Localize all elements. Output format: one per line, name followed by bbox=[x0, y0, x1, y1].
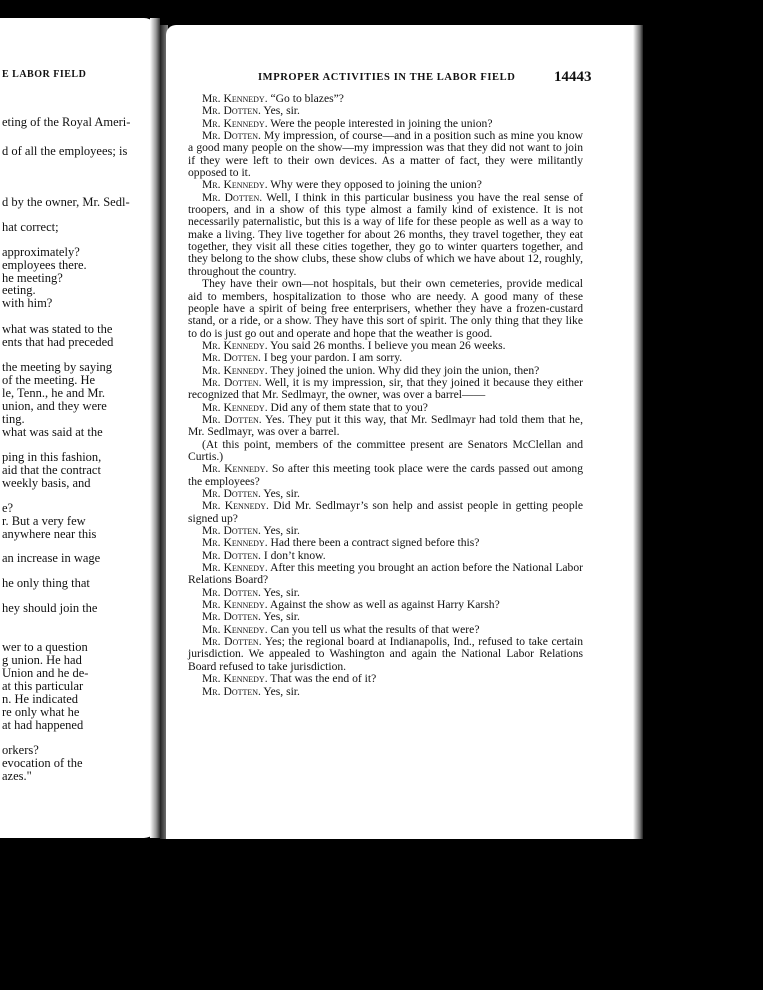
left-page-line: ting. bbox=[2, 412, 25, 426]
left-facing-page bbox=[0, 18, 158, 838]
speaker-name: Mr. Kennedy. bbox=[202, 338, 268, 352]
speaker-name: Mr. Dotten. bbox=[202, 129, 261, 143]
left-page-line: weekly basis, and bbox=[2, 476, 91, 490]
speaker-name: Mr. Kennedy. bbox=[202, 92, 268, 105]
left-page-line: of the meeting. He bbox=[2, 373, 96, 387]
left-page-line: eting of the Royal Ameri- bbox=[2, 115, 131, 129]
paragraph-text: (At this point, members of the committee present are Senators McClellan and Curtis.) bbox=[188, 437, 583, 463]
paragraph-text: Why were they opposed to joining the union? bbox=[267, 178, 482, 192]
left-page-line: at had happened bbox=[2, 718, 84, 732]
speaker-name: Mr. Kennedy. bbox=[202, 499, 269, 513]
paragraph-text: They have their own—not hospitals, but their own cemeteries, provide medical aid to members, hospitalization to those who are needy. A good many of these people have a spirit of being free enterprisers, whether they have a frozen-custard stand, or a ride, or a show. They have this sort of spirit. The only thing that they like to do is just go out and operate and hope that the weather is good. bbox=[188, 277, 583, 340]
paragraph-text: Yes, sir. bbox=[260, 524, 300, 538]
left-page-line: azes." bbox=[2, 769, 32, 783]
left-page-line: g union. He had bbox=[2, 653, 82, 667]
left-page-line: r. But a very few bbox=[2, 514, 86, 528]
paragraph-text: After this meeting you brought an action before the National Labor Relations Board? bbox=[188, 561, 583, 587]
speaker-name: Mr. Dotten. bbox=[202, 635, 262, 649]
left-page-line: hat correct; bbox=[2, 220, 59, 234]
left-page-line: with him? bbox=[2, 296, 53, 310]
speaker-name: Mr. Dotten. bbox=[202, 548, 261, 562]
left-page-line: d of all the employees; is bbox=[2, 144, 128, 158]
paragraph-text: Can you tell us what the results of that were? bbox=[267, 622, 480, 636]
paragraph-text: Did Mr. Sedlmayr’s son help and assist people in getting people signed up? bbox=[188, 499, 583, 525]
transcript-paragraph bbox=[188, 686, 583, 698]
page-number: 14443 bbox=[554, 69, 592, 85]
left-page-line: he only thing that bbox=[2, 576, 90, 590]
transcript-paragraph bbox=[188, 278, 583, 340]
speaker-name: Mr. Kennedy. bbox=[202, 363, 268, 377]
left-page-line: at this particular bbox=[2, 679, 84, 693]
speaker-name: Mr. Kennedy. bbox=[202, 598, 268, 612]
speaker-name: Mr. Dotten. bbox=[202, 610, 261, 624]
paragraph-text: Had there been a contract signed before this? bbox=[267, 536, 480, 550]
paragraph-text: You said 26 months. I believe you mean 26 weeks. bbox=[267, 338, 506, 352]
speaker-name: Mr. Kennedy. bbox=[202, 400, 268, 414]
paragraph-text: Yes, sir. bbox=[260, 684, 300, 698]
paragraph-text: Well, it is my impression, sir, that they joined it because they either recognized that Mr. Sedlmayr, the owner, was over a barrel—— bbox=[188, 375, 583, 402]
speaker-name: Mr. Kennedy. bbox=[202, 672, 268, 686]
paragraph-text: Well, I think in this particular business you have the real sense of troopers, and in a show of this type almost a family kind of existence. It is not necessarily paternalistic, but this is a way of life for these people as well as a way to make a living. They live together for about 26 months, they travel together, they eat together, they visit all these cities together, they go to winter quarters together, and they belong to the show clubs, these show clubs of which we have about 12, roughly, throughout the country. bbox=[188, 190, 583, 278]
paragraph-text: That was the end of it? bbox=[267, 672, 377, 686]
paragraph-text: My impression, of course—and in a position such as mine you know a good many people on the show—my impression was that they did not want to join if they were left to their own devices. As a matter of fact, they were militantly opposed to it. bbox=[188, 129, 584, 180]
left-page-line: d by the owner, Mr. Sedl- bbox=[2, 195, 130, 209]
left-page-line: n. He indicated bbox=[2, 692, 79, 706]
left-page-line: le, Tenn., he and Mr. bbox=[2, 386, 106, 400]
paragraph-text: Yes, sir. bbox=[260, 104, 300, 118]
left-page-line: the meeting by saying bbox=[2, 360, 113, 374]
paragraph-text: Against the show as well as against Harry Karsh? bbox=[267, 598, 500, 612]
speaker-name: Mr. Dotten. bbox=[202, 104, 261, 118]
left-page-line: what was said at the bbox=[2, 425, 103, 439]
paragraph-text: Yes; the regional board at Indianapolis, Ind., refused to take certain jurisdiction. We appealed to Washington and again the National Labor Relations Board refused to take jurisdiction. bbox=[188, 635, 583, 673]
left-page-line: an increase in wage bbox=[2, 551, 101, 565]
left-page-line: he meeting? bbox=[2, 271, 63, 285]
left-page-line: what was stated to the bbox=[2, 322, 113, 336]
left-page-line: Union and he de- bbox=[2, 666, 89, 680]
speaker-name: Mr. Kennedy. bbox=[202, 116, 268, 130]
left-page-line: hey should join the bbox=[2, 601, 98, 615]
speaker-name: Mr. Dotten. bbox=[202, 412, 262, 426]
left-page-line: anywhere near this bbox=[2, 527, 97, 541]
paragraph-text: They joined the union. Why did they join the union, then? bbox=[267, 363, 540, 377]
paragraph-text: Yes. They put it this way, that Mr. Sedlmayr had told them that he, Mr. Sedlmayr, was over a barrel. bbox=[188, 412, 583, 439]
left-page-line: ents that had preceded bbox=[2, 335, 114, 349]
left-page-line: eeting. bbox=[2, 283, 36, 297]
transcript-body bbox=[188, 93, 583, 698]
speaker-name: Mr. Dotten. bbox=[202, 684, 261, 698]
transcript-paragraph bbox=[188, 500, 583, 525]
transcript-paragraph bbox=[188, 463, 583, 488]
speaker-name: Mr. Kennedy. bbox=[202, 462, 269, 476]
paragraph-text: I beg your pardon. I am sorry. bbox=[260, 351, 403, 365]
paragraph-text: I don’t know. bbox=[260, 548, 326, 562]
running-head: IMPROPER ACTIVITIES IN THE LABOR FIELD bbox=[258, 72, 516, 83]
left-page-line: approximately? bbox=[2, 245, 80, 259]
left-page-line: e? bbox=[2, 501, 14, 515]
right-page-edge-shadow bbox=[633, 25, 643, 839]
paragraph-text: Yes, sir. bbox=[260, 610, 300, 624]
paragraph-text: Yes, sir. bbox=[260, 585, 300, 599]
speaker-name: Mr. Kennedy. bbox=[202, 178, 268, 192]
transcript-paragraph bbox=[188, 130, 583, 179]
left-page-line: employees there. bbox=[2, 258, 87, 272]
speaker-name: Mr. Kennedy. bbox=[202, 536, 268, 550]
paragraph-text: Did any of them state that to you? bbox=[267, 400, 428, 414]
speaker-name: Mr. Dotten. bbox=[202, 524, 261, 538]
transcript-paragraph bbox=[188, 636, 583, 673]
left-page-line: ping in this fashion, bbox=[2, 450, 102, 464]
transcript-paragraph bbox=[188, 439, 583, 464]
left-running-head: E LABOR FIELD bbox=[2, 69, 87, 80]
transcript-paragraph bbox=[188, 192, 583, 278]
right-page bbox=[166, 25, 642, 839]
left-page-line: aid that the contract bbox=[2, 463, 101, 477]
transcript-paragraph bbox=[188, 377, 583, 402]
transcript-paragraph bbox=[188, 414, 583, 439]
speaker-name: Mr. Dotten. bbox=[202, 487, 261, 500]
left-page-line: union, and they were bbox=[2, 399, 107, 413]
transcript-paragraph bbox=[188, 562, 583, 587]
paragraph-text: So after this meeting took place were the cards passed out among the employees? bbox=[188, 462, 583, 488]
paragraph-text: Were the people interested in joining the union? bbox=[267, 116, 493, 130]
speaker-name: Mr. Kennedy. bbox=[202, 622, 268, 636]
left-page-line: orkers? bbox=[2, 743, 39, 757]
paragraph-text: Yes, sir. bbox=[260, 487, 300, 500]
left-page-line: re only what he bbox=[2, 705, 80, 719]
speaker-name: Mr. Dotten. bbox=[202, 351, 261, 365]
speaker-name: Mr. Dotten. bbox=[202, 190, 263, 204]
speaker-name: Mr. Dotten. bbox=[202, 585, 261, 599]
paragraph-text: “Go to blazes”? bbox=[267, 92, 344, 105]
speaker-name: Mr. Kennedy. bbox=[202, 561, 268, 575]
left-page-line: wer to a question bbox=[2, 640, 88, 654]
left-page-edge-shadow bbox=[150, 18, 160, 838]
speaker-name: Mr. Dotten. bbox=[202, 375, 262, 389]
left-page-line: evocation of the bbox=[2, 756, 83, 770]
